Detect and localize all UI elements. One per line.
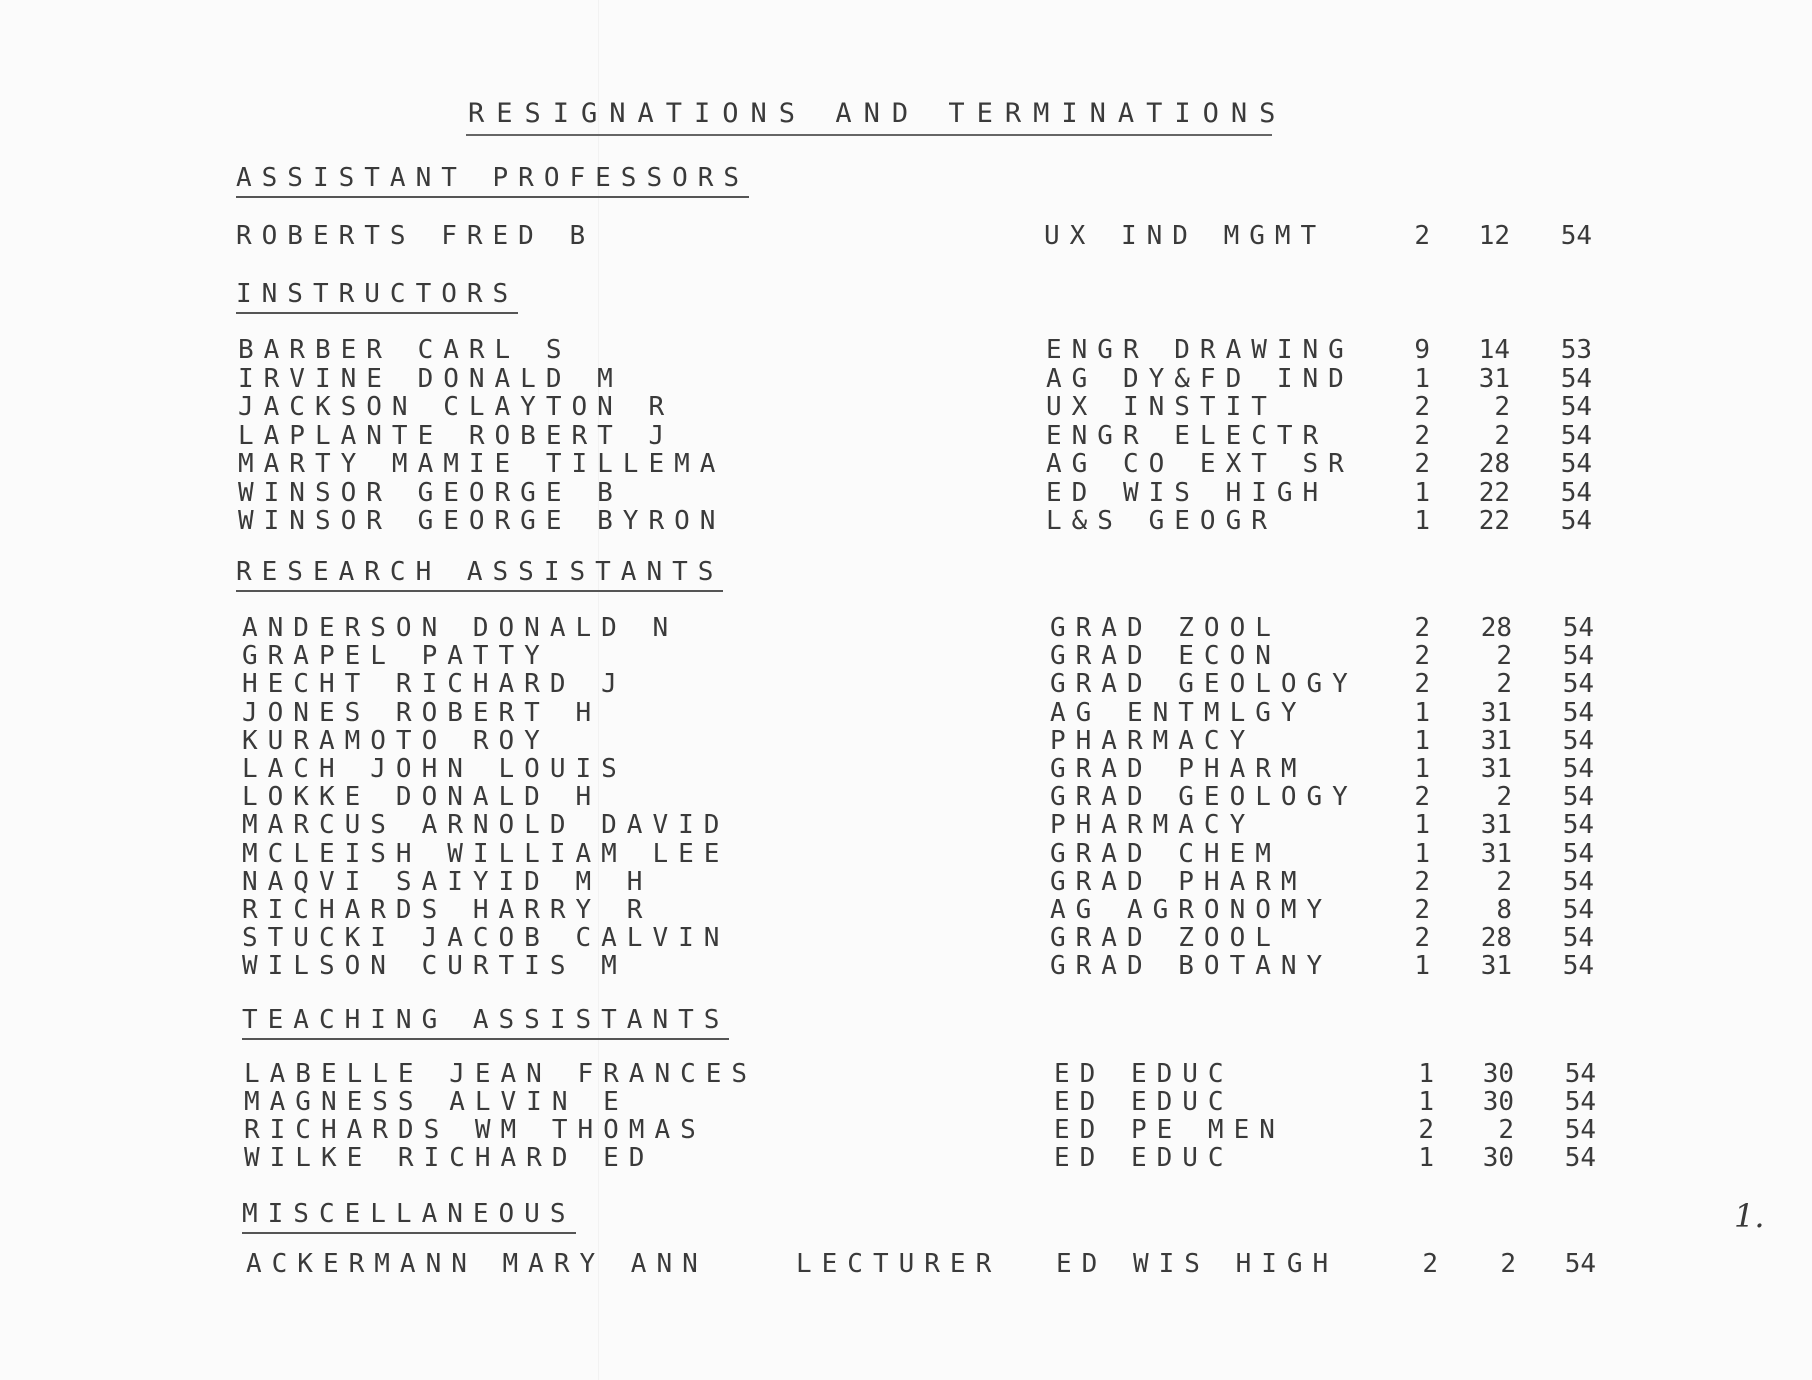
department: ED PE MEN — [1054, 1115, 1285, 1145]
department: AG ENTMLGY — [1050, 697, 1307, 728]
date-day: 22 — [1478, 506, 1510, 536]
date-month: 1 — [1414, 725, 1430, 756]
department: ED WIS HIGH — [1046, 477, 1329, 508]
date-month: 1 — [1414, 810, 1430, 841]
department: UX IND MGMT — [1044, 221, 1327, 251]
date-month: 1 — [1414, 363, 1430, 394]
employee-name: LOKKE DONALD H — [242, 782, 602, 813]
employee-name: WILSON CURTIS M — [242, 951, 627, 982]
date-day: 2 — [1494, 392, 1510, 422]
date-year: 54 — [1562, 923, 1594, 954]
date-day: 31 — [1480, 838, 1512, 869]
employee-name: LAPLANTE ROBERT J — [238, 420, 675, 451]
department: ENGR ELECTR — [1046, 420, 1329, 451]
record-row — [0, 699, 1812, 727]
date-month: 2 — [1422, 1249, 1438, 1279]
record-row — [0, 727, 1812, 755]
date-day: 2 — [1496, 641, 1512, 672]
employee-name: RICHARDS WM THOMAS — [244, 1115, 706, 1145]
date-month: 1 — [1414, 838, 1430, 869]
section-heading-miscellaneous: MISCELLANEOUS — [242, 1200, 576, 1234]
employee-name: MARCUS ARNOLD DAVID — [242, 810, 730, 841]
record-row — [0, 642, 1812, 670]
position-title: LECTURER — [796, 1249, 1002, 1279]
date-day: 14 — [1478, 335, 1510, 365]
record-row — [0, 1144, 1812, 1172]
date-month: 1 — [1414, 506, 1430, 536]
record-row — [0, 952, 1812, 980]
date-month: 2 — [1418, 1115, 1434, 1145]
date-year: 54 — [1560, 221, 1592, 251]
record-row — [0, 365, 1812, 393]
employee-name: JACKSON CLAYTON R — [238, 392, 675, 422]
date-month: 2 — [1414, 449, 1430, 479]
employee-name: LACH JOHN LOUIS — [242, 754, 627, 784]
record-row — [0, 783, 1812, 811]
record-row — [0, 896, 1812, 924]
date-day: 30 — [1482, 1059, 1514, 1089]
employee-name: IRVINE DONALD M — [238, 363, 623, 394]
date-year: 54 — [1560, 392, 1592, 422]
date-month: 2 — [1414, 866, 1430, 897]
section-heading-instructors: INSTRUCTORS — [236, 280, 518, 314]
date-month: 2 — [1414, 669, 1430, 700]
date-year: 54 — [1562, 697, 1594, 728]
date-month: 2 — [1414, 782, 1430, 813]
department: PHARMACY — [1050, 810, 1256, 841]
employee-name: MAGNESS ALVIN E — [244, 1087, 629, 1117]
department: ED WIS HIGH — [1056, 1249, 1339, 1279]
date-month: 2 — [1414, 392, 1430, 422]
date-year: 54 — [1560, 420, 1592, 451]
employee-name: LABELLE JEAN FRANCES — [244, 1059, 758, 1089]
date-month: 1 — [1414, 951, 1430, 982]
department: AG DY&FD IND — [1046, 363, 1354, 394]
date-year: 54 — [1564, 1249, 1596, 1279]
department: GRAD ZOOL — [1050, 923, 1281, 954]
date-month: 1 — [1418, 1143, 1434, 1173]
employee-name: WILKE RICHARD ED — [244, 1143, 655, 1173]
department: GRAD ECON — [1050, 641, 1281, 672]
department: AG AGRONOMY — [1050, 895, 1333, 925]
date-day: 8 — [1496, 895, 1512, 925]
department: GRAD ZOOL — [1050, 613, 1281, 643]
date-year: 54 — [1562, 866, 1594, 897]
department: GRAD PHARM — [1050, 754, 1307, 784]
employee-name: RICHARDS HARRY R — [242, 895, 653, 925]
department: AG CO EXT SR — [1046, 449, 1354, 479]
record-row — [0, 479, 1812, 507]
date-day: 31 — [1480, 697, 1512, 728]
employee-name: MARTY MAMIE TILLEMA — [238, 449, 726, 479]
section-heading-assistant-professors: ASSISTANT PROFESSORS — [236, 164, 749, 198]
date-year: 54 — [1560, 449, 1592, 479]
date-year: 54 — [1562, 754, 1594, 784]
section-heading-research-assistants: RESEARCH ASSISTANTS — [236, 558, 723, 592]
department: GRAD GEOLOGY — [1050, 669, 1358, 700]
date-day: 31 — [1480, 810, 1512, 841]
employee-name: GRAPEL PATTY — [242, 641, 550, 672]
date-day: 2 — [1500, 1249, 1516, 1279]
employee-name: STUCKI JACOB CALVIN — [242, 923, 730, 954]
department: L&S GEOGR — [1046, 506, 1277, 536]
date-year: 54 — [1562, 669, 1594, 700]
department: ED EDUC — [1054, 1059, 1234, 1089]
date-day: 2 — [1496, 669, 1512, 700]
employee-name: WINSOR GEORGE B — [238, 477, 623, 508]
employee-name: NAQVI SAIYID M H — [242, 866, 653, 897]
date-day: 31 — [1480, 725, 1512, 756]
record-row — [0, 1088, 1812, 1116]
date-month: 2 — [1414, 221, 1430, 251]
date-month: 2 — [1414, 923, 1430, 954]
date-day: 31 — [1480, 951, 1512, 982]
employee-name: ANDERSON DONALD N — [242, 613, 679, 643]
record-row — [0, 868, 1812, 896]
date-month: 9 — [1414, 335, 1430, 365]
date-year: 54 — [1560, 477, 1592, 508]
date-year: 54 — [1564, 1087, 1596, 1117]
date-day: 2 — [1498, 1115, 1514, 1145]
date-day: 30 — [1482, 1143, 1514, 1173]
date-month: 1 — [1414, 477, 1430, 508]
department: GRAD PHARM — [1050, 866, 1307, 897]
date-day: 28 — [1480, 613, 1512, 643]
employee-name: HECHT RICHARD J — [242, 669, 627, 700]
employee-name: WINSOR GEORGE BYRON — [238, 506, 726, 536]
date-year: 54 — [1564, 1059, 1596, 1089]
date-year: 54 — [1560, 506, 1592, 536]
employee-name: ROBERTS FRED B — [236, 221, 596, 251]
date-month: 2 — [1414, 420, 1430, 451]
date-day: 28 — [1478, 449, 1510, 479]
department: ED EDUC — [1054, 1143, 1234, 1173]
document-title: RESIGNATIONS AND TERMINATIONS — [468, 98, 1288, 129]
department: GRAD GEOLOGY — [1050, 782, 1358, 813]
employee-name: ACKERMANN MARY ANN — [246, 1249, 708, 1279]
date-day: 28 — [1480, 923, 1512, 954]
department: GRAD BOTANY — [1050, 951, 1333, 982]
date-month: 2 — [1414, 641, 1430, 672]
record-row — [0, 336, 1812, 364]
date-month: 1 — [1418, 1087, 1434, 1117]
date-day: 2 — [1496, 866, 1512, 897]
date-day: 12 — [1478, 221, 1510, 251]
date-month: 1 — [1414, 697, 1430, 728]
record-row — [0, 755, 1812, 783]
record-row — [0, 1060, 1812, 1088]
record-row — [0, 507, 1812, 535]
date-day: 30 — [1482, 1087, 1514, 1117]
date-year: 54 — [1564, 1143, 1596, 1173]
date-day: 22 — [1478, 477, 1510, 508]
record-row — [0, 614, 1812, 642]
record-row — [0, 924, 1812, 952]
date-year: 54 — [1562, 838, 1594, 869]
date-year: 54 — [1562, 895, 1594, 925]
record-row — [0, 1250, 1812, 1278]
record-row — [0, 811, 1812, 839]
record-row — [0, 393, 1812, 421]
date-day: 31 — [1480, 754, 1512, 784]
department: ENGR DRAWING — [1046, 335, 1354, 365]
record-row — [0, 670, 1812, 698]
date-month: 1 — [1418, 1059, 1434, 1089]
date-year: 54 — [1562, 725, 1594, 756]
employee-name: JONES ROBERT H — [242, 697, 602, 728]
title-underline — [466, 134, 1272, 136]
date-day: 2 — [1496, 782, 1512, 813]
employee-name: MCLEISH WILLIAM LEE — [242, 838, 730, 869]
date-month: 2 — [1414, 895, 1430, 925]
record-row — [0, 840, 1812, 868]
date-year: 54 — [1562, 641, 1594, 672]
record-row — [0, 1116, 1812, 1144]
employee-name: KURAMOTO ROY — [242, 725, 550, 756]
section-heading-teaching-assistants: TEACHING ASSISTANTS — [242, 1006, 729, 1040]
date-year: 54 — [1562, 951, 1594, 982]
date-day: 2 — [1494, 420, 1510, 451]
page-number: 1. — [1734, 1197, 1765, 1235]
date-year: 54 — [1562, 613, 1594, 643]
employee-name: BARBER CARL S — [238, 335, 572, 365]
department: PHARMACY — [1050, 725, 1256, 756]
date-year: 54 — [1562, 782, 1594, 813]
date-month: 1 — [1414, 754, 1430, 784]
date-year: 53 — [1560, 335, 1592, 365]
department: UX INSTIT — [1046, 392, 1277, 422]
date-month: 2 — [1414, 613, 1430, 643]
date-year: 54 — [1564, 1115, 1596, 1145]
record-row — [0, 422, 1812, 450]
date-day: 31 — [1478, 363, 1510, 394]
date-year: 54 — [1560, 363, 1592, 394]
department: GRAD CHEM — [1050, 838, 1281, 869]
date-year: 54 — [1562, 810, 1594, 841]
record-row — [0, 450, 1812, 478]
department: ED EDUC — [1054, 1087, 1234, 1117]
record-row — [0, 222, 1812, 250]
